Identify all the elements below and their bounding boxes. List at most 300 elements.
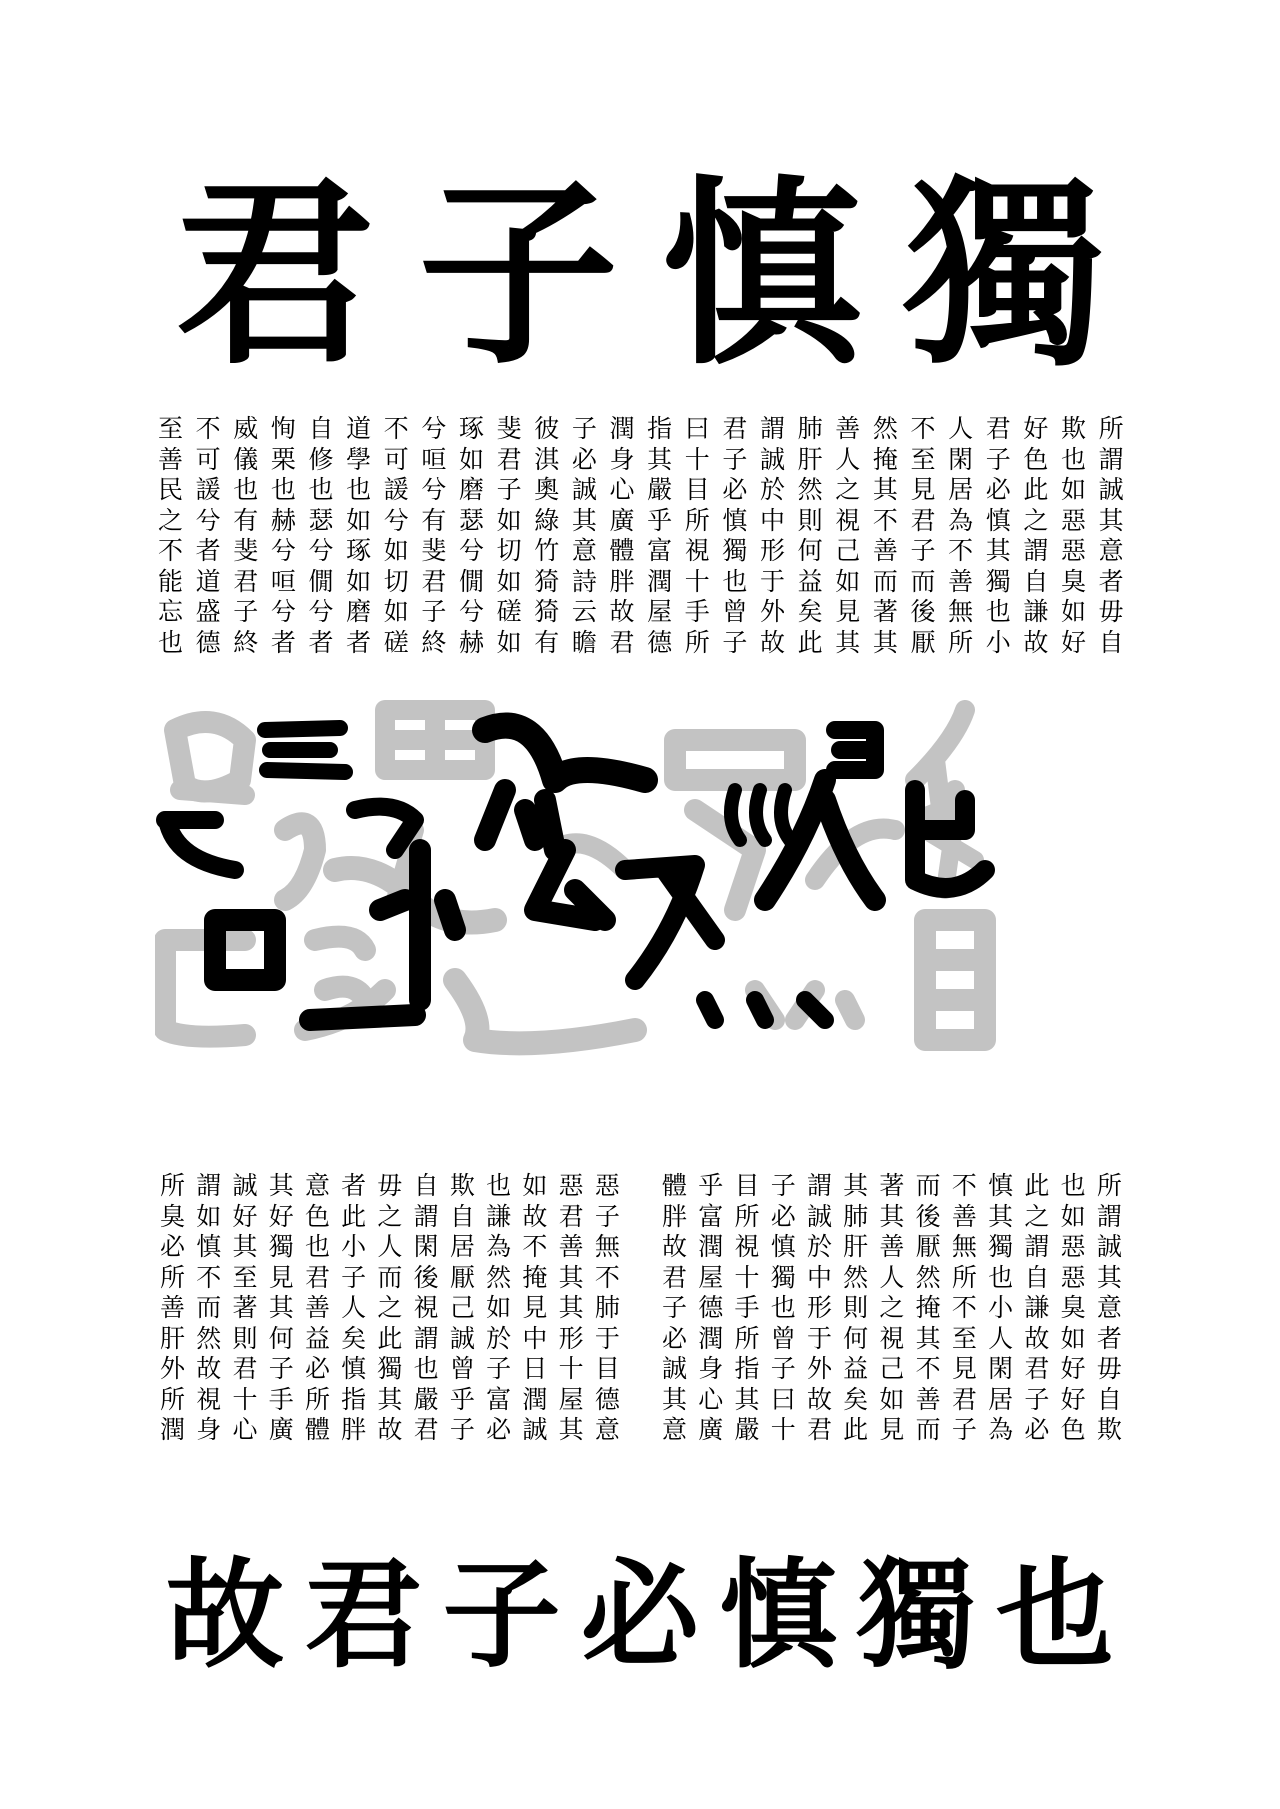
text-char: 其 — [662, 1384, 688, 1414]
text-char: 誠 — [662, 1354, 688, 1383]
text-char: 己 — [879, 1354, 905, 1383]
text-char: 謂 — [413, 1201, 439, 1231]
text-char: 也 — [985, 597, 1011, 626]
text-column — [377, 1171, 402, 1503]
text-char: 赫 — [459, 627, 485, 657]
text-char: 著 — [872, 597, 898, 626]
text-char: 也 — [722, 566, 748, 596]
text-char: 曰 — [770, 1384, 796, 1414]
text-column — [916, 1171, 941, 1503]
text-char: 慎 — [770, 1232, 796, 1261]
text-char: 此 — [1023, 475, 1049, 504]
text-column — [610, 414, 635, 666]
text-char: 儀 — [233, 444, 259, 474]
text-char: 終 — [233, 627, 259, 657]
text-char: 竹 — [534, 536, 560, 565]
text-char: 者 — [308, 627, 334, 657]
text-char: 謂 — [413, 1323, 439, 1353]
text-char: 者 — [195, 536, 221, 565]
text-char: 其 — [872, 475, 898, 504]
text-char: 惡 — [1060, 1262, 1086, 1292]
text-char: 後 — [910, 597, 936, 626]
text-column — [559, 1171, 584, 1503]
text-char: 君 — [910, 505, 936, 535]
text-char: 如 — [496, 627, 522, 657]
text-column — [497, 414, 522, 666]
text-char: 子 — [233, 597, 259, 626]
text-char: 肺 — [594, 1293, 620, 1322]
text-char: 獨 — [770, 1262, 796, 1292]
text-char: 色 — [1023, 444, 1049, 474]
text-char: 然 — [915, 1262, 941, 1292]
text-char: 不 — [196, 1262, 222, 1292]
text-char: 兮 — [270, 597, 296, 626]
text-char: 無 — [951, 1232, 977, 1261]
text-char: 也 — [770, 1293, 796, 1322]
text-char: 子 — [770, 1354, 796, 1383]
text-char: 手 — [734, 1293, 760, 1322]
text-column — [1061, 1171, 1086, 1503]
text-char: 猗 — [534, 597, 560, 626]
text-char: 視 — [835, 505, 861, 535]
text-char: 人 — [879, 1262, 905, 1292]
text-char: 後 — [915, 1201, 941, 1231]
text-char: 子 — [662, 1293, 688, 1322]
text-char: 謂 — [1096, 1201, 1122, 1231]
text-char: 體 — [304, 1415, 330, 1444]
text-char: 人 — [988, 1323, 1014, 1353]
text-char: 咺 — [421, 444, 447, 474]
text-char: 然 — [486, 1262, 512, 1292]
text-char: 如 — [346, 505, 372, 535]
text-column — [988, 1171, 1013, 1503]
text-char: 君 — [413, 1415, 439, 1444]
text-char: 善 — [879, 1232, 905, 1261]
text-char: 磋 — [383, 627, 409, 657]
text-column — [662, 1171, 687, 1503]
text-char: 其 — [268, 1171, 294, 1200]
text-char: 必 — [304, 1354, 330, 1383]
bottom-title-char: 子 — [442, 1545, 561, 1684]
text-char: 善 — [872, 536, 898, 565]
text-char: 著 — [879, 1171, 905, 1200]
text-char: 體 — [609, 536, 635, 565]
text-column — [1023, 414, 1048, 666]
text-char: 其 — [734, 1384, 760, 1414]
title-char: 子 — [418, 157, 619, 392]
text-char: 視 — [196, 1384, 222, 1414]
text-char: 色 — [304, 1201, 330, 1231]
text-char: 彼 — [534, 414, 560, 443]
text-char: 兮 — [270, 536, 296, 565]
text-column — [952, 1171, 977, 1503]
text-char: 誠 — [806, 1201, 832, 1231]
text-char: 此 — [1024, 1171, 1050, 1200]
text-char: 意 — [1098, 536, 1124, 565]
text-char: 欺 — [1061, 414, 1087, 443]
text-char: 君 — [496, 444, 522, 474]
text-column — [595, 1171, 620, 1503]
text-char: 所 — [1098, 414, 1124, 443]
text-char: 如 — [1060, 1323, 1086, 1353]
text-char: 不 — [383, 414, 409, 443]
text-char: 兮 — [421, 475, 447, 504]
text-char: 不 — [948, 536, 974, 565]
text-column — [873, 414, 898, 666]
text-char: 乎 — [647, 505, 673, 535]
text-char: 也 — [308, 475, 334, 504]
text-char: 胖 — [662, 1201, 688, 1231]
text-char: 慎 — [722, 505, 748, 535]
text-char: 指 — [734, 1354, 760, 1383]
text-column — [305, 1171, 330, 1503]
text-char: 謂 — [1098, 444, 1124, 474]
text-char: 可 — [195, 444, 221, 474]
top-text-block — [158, 414, 1124, 666]
text-char: 中 — [522, 1323, 548, 1353]
text-char: 所 — [1096, 1171, 1122, 1200]
text-char: 有 — [233, 505, 259, 535]
text-char: 居 — [988, 1384, 1014, 1414]
text-char: 者 — [346, 627, 372, 657]
text-char: 肺 — [843, 1201, 869, 1231]
text-char: 富 — [698, 1201, 724, 1231]
text-char: 見 — [951, 1354, 977, 1383]
text-char: 乎 — [698, 1171, 724, 1200]
text-char: 故 — [1024, 1323, 1050, 1353]
text-char: 己 — [835, 536, 861, 565]
text-char: 僩 — [308, 566, 334, 596]
text-char: 其 — [571, 505, 597, 535]
text-char: 閑 — [413, 1232, 439, 1261]
text-char: 廣 — [268, 1415, 294, 1444]
faded-stroke-5 — [925, 920, 985, 1040]
text-char: 琢 — [346, 536, 372, 565]
text-char: 惡 — [594, 1171, 620, 1200]
text-char: 獨 — [377, 1354, 403, 1383]
text-char: 子 — [951, 1415, 977, 1444]
text-column — [341, 1171, 366, 1503]
text-char: 之 — [1024, 1201, 1050, 1231]
text-char: 人 — [341, 1293, 367, 1322]
text-char: 所 — [160, 1262, 186, 1292]
text-char: 則 — [797, 505, 823, 535]
text-char: 如 — [486, 1293, 512, 1322]
text-char: 所 — [951, 1262, 977, 1292]
text-char: 形 — [760, 536, 786, 565]
text-char: 如 — [879, 1384, 905, 1414]
text-char: 乎 — [449, 1384, 475, 1414]
text-char: 所 — [304, 1384, 330, 1414]
text-char: 琢 — [459, 414, 485, 443]
text-column — [269, 1171, 294, 1503]
text-char: 所 — [948, 627, 974, 657]
text-char: 不 — [158, 536, 184, 565]
text-char: 於 — [806, 1232, 832, 1261]
text-char: 君 — [662, 1262, 688, 1292]
text-char: 見 — [879, 1415, 905, 1444]
text-char: 屋 — [558, 1384, 584, 1414]
text-char: 手 — [684, 597, 710, 626]
main-title — [160, 157, 1120, 392]
text-char: 兮 — [308, 536, 334, 565]
text-char: 修 — [308, 444, 334, 474]
text-char: 也 — [270, 475, 296, 504]
text-char: 毋 — [1096, 1354, 1122, 1383]
text-char: 好 — [1060, 1354, 1086, 1383]
text-char: 淇 — [534, 444, 560, 474]
text-column — [734, 1171, 759, 1503]
text-char: 小 — [988, 1293, 1014, 1322]
text-char: 終 — [421, 627, 447, 657]
text-char: 視 — [684, 536, 710, 565]
text-char: 掩 — [872, 444, 898, 474]
text-char: 磋 — [496, 597, 522, 626]
text-char: 誠 — [232, 1171, 258, 1200]
text-char: 君 — [1024, 1354, 1050, 1383]
text-char: 其 — [872, 627, 898, 657]
text-char: 肝 — [797, 444, 823, 474]
text-char: 此 — [377, 1323, 403, 1353]
text-char: 人 — [377, 1232, 403, 1261]
text-char: 謙 — [1023, 597, 1049, 626]
text-char: 也 — [413, 1354, 439, 1383]
text-char: 善 — [948, 566, 974, 596]
text-column — [459, 414, 484, 666]
text-char: 之 — [879, 1293, 905, 1322]
text-char: 其 — [1098, 505, 1124, 535]
text-char: 中 — [806, 1262, 832, 1292]
text-char: 僩 — [459, 566, 485, 596]
text-char: 誠 — [522, 1415, 548, 1444]
text-char: 好 — [1061, 627, 1087, 657]
text-column — [196, 414, 221, 666]
text-char: 視 — [734, 1232, 760, 1261]
text-char: 盛 — [195, 597, 221, 626]
text-char: 瑟 — [308, 505, 334, 535]
text-column — [271, 414, 296, 666]
text-char: 見 — [835, 597, 861, 626]
text-char: 則 — [232, 1323, 258, 1353]
text-char: 其 — [377, 1384, 403, 1414]
text-char: 云 — [571, 597, 597, 626]
text-char: 目 — [734, 1171, 760, 1200]
text-char: 欺 — [1096, 1415, 1122, 1444]
text-char: 臭 — [1061, 566, 1087, 596]
text-char: 能 — [158, 566, 184, 596]
text-char: 切 — [383, 566, 409, 596]
text-column — [309, 414, 334, 666]
text-char: 所 — [160, 1384, 186, 1414]
text-char: 惡 — [558, 1171, 584, 1200]
text-char: 者 — [1098, 566, 1124, 596]
text-char: 至 — [951, 1323, 977, 1353]
text-char: 日 — [522, 1354, 548, 1383]
text-char: 胖 — [341, 1415, 367, 1444]
text-char: 如 — [459, 444, 485, 474]
text-char: 威 — [233, 414, 259, 443]
text-char: 其 — [843, 1171, 869, 1200]
text-column — [534, 414, 559, 666]
text-char: 兮 — [421, 414, 447, 443]
text-char: 十 — [734, 1262, 760, 1292]
text-char: 十 — [684, 566, 710, 596]
text-char: 益 — [797, 566, 823, 596]
text-column — [911, 414, 936, 666]
text-char: 矣 — [797, 597, 823, 626]
text-char: 意 — [1096, 1293, 1122, 1322]
text-char: 如 — [383, 536, 409, 565]
text-column — [948, 414, 973, 666]
text-char: 視 — [413, 1293, 439, 1322]
text-char: 斐 — [421, 536, 447, 565]
text-char: 善 — [558, 1232, 584, 1261]
text-char: 手 — [268, 1384, 294, 1414]
text-char: 善 — [158, 444, 184, 474]
text-char: 于 — [806, 1323, 832, 1353]
text-char: 見 — [910, 475, 936, 504]
text-char: 子 — [594, 1201, 620, 1231]
text-char: 可 — [383, 444, 409, 474]
title-char: 慎 — [661, 157, 862, 392]
bottom-title-char: 故 — [165, 1545, 284, 1684]
text-char: 如 — [496, 566, 522, 596]
text-char: 如 — [1061, 597, 1087, 626]
text-char: 屋 — [698, 1262, 724, 1292]
text-char: 誠 — [1096, 1232, 1122, 1261]
text-char: 外 — [160, 1354, 186, 1383]
text-char: 慎 — [341, 1354, 367, 1383]
text-char: 善 — [835, 414, 861, 443]
text-char: 意 — [662, 1415, 688, 1444]
text-char: 居 — [449, 1232, 475, 1261]
ink-strokes — [165, 726, 985, 1020]
text-char: 其 — [879, 1201, 905, 1231]
text-column — [1061, 414, 1086, 666]
text-char: 掩 — [522, 1262, 548, 1292]
text-char: 所 — [160, 1171, 186, 1200]
text-char: 慎 — [985, 505, 1011, 535]
text-char: 外 — [806, 1354, 832, 1383]
text-char: 此 — [341, 1201, 367, 1231]
text-char: 子 — [722, 627, 748, 657]
text-column — [572, 414, 597, 666]
text-column — [760, 414, 785, 666]
text-char: 子 — [268, 1354, 294, 1383]
text-char: 必 — [722, 475, 748, 504]
text-char: 如 — [1061, 475, 1087, 504]
text-char: 有 — [534, 627, 560, 657]
text-char: 心 — [232, 1415, 258, 1444]
text-char: 兮 — [383, 505, 409, 535]
text-char: 兮 — [459, 536, 485, 565]
text-char: 不 — [910, 414, 936, 443]
text-column — [233, 414, 258, 666]
text-char: 矣 — [341, 1323, 367, 1353]
text-char: 子 — [1024, 1384, 1050, 1414]
text-char: 慎 — [988, 1171, 1014, 1200]
text-char: 其 — [647, 444, 673, 474]
text-char: 斐 — [496, 414, 522, 443]
text-char: 栗 — [270, 444, 296, 474]
text-char: 誠 — [760, 444, 786, 474]
text-char: 嚴 — [413, 1384, 439, 1414]
text-char: 潤 — [160, 1415, 186, 1444]
text-char: 指 — [647, 414, 673, 443]
text-column — [771, 1171, 796, 1503]
text-char: 體 — [662, 1171, 688, 1200]
text-char: 學 — [346, 444, 372, 474]
text-char: 子 — [770, 1171, 796, 1200]
text-char: 兮 — [308, 597, 334, 626]
text-char: 君 — [232, 1354, 258, 1383]
text-char: 謂 — [1024, 1232, 1050, 1261]
text-char: 必 — [985, 475, 1011, 504]
text-char: 自 — [1098, 627, 1124, 657]
text-column — [384, 414, 409, 666]
text-char: 惡 — [1061, 536, 1087, 565]
text-char: 自 — [1024, 1262, 1050, 1292]
text-char: 必 — [571, 444, 597, 474]
text-char: 小 — [341, 1232, 367, 1261]
text-char: 十 — [684, 444, 710, 474]
text-char: 好 — [1023, 414, 1049, 443]
text-char: 惡 — [1060, 1232, 1086, 1261]
text-char: 君 — [421, 566, 447, 596]
text-char: 瑟 — [459, 505, 485, 535]
text-column — [685, 414, 710, 666]
text-char: 意 — [571, 536, 597, 565]
text-column — [232, 1171, 257, 1503]
title-char: 君 — [174, 157, 375, 392]
text-char: 嚴 — [734, 1415, 760, 1444]
text-char: 好 — [268, 1201, 294, 1231]
text-char: 故 — [609, 597, 635, 626]
text-column — [879, 1171, 904, 1503]
text-char: 必 — [486, 1415, 512, 1444]
text-char: 不 — [872, 505, 898, 535]
text-char: 厭 — [910, 627, 936, 657]
text-char: 毋 — [1098, 597, 1124, 626]
text-char: 不 — [195, 414, 221, 443]
text-char: 其 — [1096, 1262, 1122, 1292]
text-column — [196, 1171, 221, 1503]
text-char: 德 — [195, 627, 221, 657]
text-column — [986, 414, 1011, 666]
bottom-title-char: 獨 — [857, 1545, 976, 1684]
text-char: 故 — [1023, 627, 1049, 657]
text-char: 其 — [985, 536, 1011, 565]
text-char: 如 — [522, 1171, 548, 1200]
text-char: 道 — [195, 566, 221, 596]
text-char: 何 — [843, 1323, 869, 1353]
text-char: 心 — [698, 1384, 724, 1414]
text-char: 者 — [341, 1171, 367, 1200]
text-char: 謂 — [1023, 536, 1049, 565]
text-char: 謂 — [806, 1171, 832, 1200]
text-char: 君 — [609, 627, 635, 657]
text-char: 好 — [232, 1201, 258, 1231]
text-char: 不 — [951, 1293, 977, 1322]
text-column — [647, 414, 672, 666]
text-column — [1024, 1171, 1049, 1503]
text-char: 閑 — [988, 1354, 1014, 1383]
text-char: 居 — [948, 475, 974, 504]
text-char: 外 — [760, 597, 786, 626]
text-char: 如 — [1060, 1201, 1086, 1231]
text-char: 不 — [522, 1232, 548, 1261]
text-char: 則 — [843, 1293, 869, 1322]
